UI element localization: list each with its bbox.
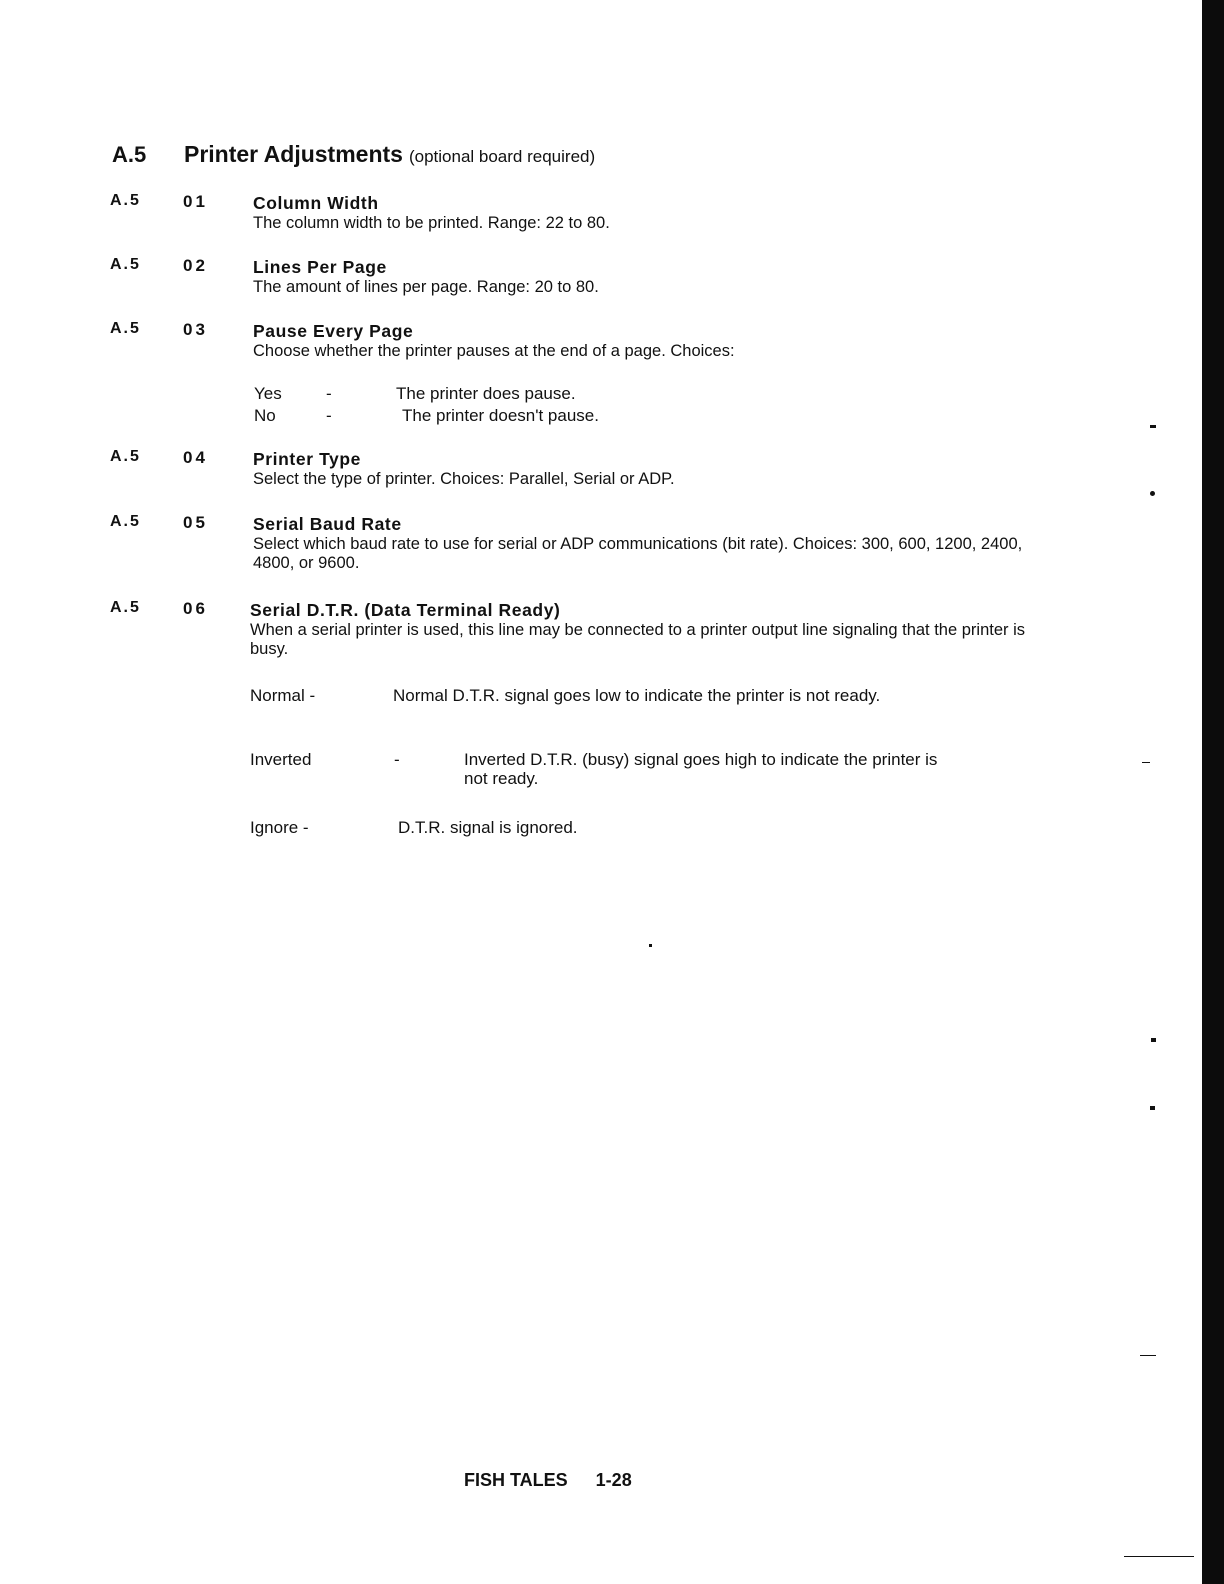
entry-name: Serial Baud Rate [253,514,402,534]
section-heading [112,141,595,168]
choice-label: Ignore - [250,818,309,837]
entry-section: A.5 [110,320,141,337]
choice-label: Inverted [250,750,312,769]
entry-section: A.5 [110,448,141,465]
section-number: A.5 [112,142,147,167]
choice-text: D.T.R. signal is ignored. [398,818,578,837]
choice-text: The printer does pause. [396,384,576,403]
choice-text: Normal D.T.R. signal goes low to indicate the printer is not ready. [393,686,881,705]
entry-name: Serial D.T.R. (Data Terminal Ready) [250,600,561,620]
entry-name: Pause Every Page [253,321,414,341]
choice-dash: - [326,384,332,403]
entry-description: When a serial printer is used, this line may be connected to a printer output line signaling that the printer is busy. [250,621,1026,658]
choice-dash: - [394,750,400,769]
entry-description: Select which baud rate to use for serial or ADP communications (bit rate). Choices: 300, 600, 1200, 2400, 4800, or 9600. [253,535,1023,572]
scan-speck [1151,1038,1156,1042]
choice-row [250,686,950,730]
choice-label: Normal - [250,686,316,705]
entry-name: Lines Per Page [253,257,387,277]
scan-speck [1140,1355,1156,1356]
choice-row [250,818,950,838]
entry-code: 06 [183,599,208,618]
entry-section: A.5 [110,599,141,616]
choice-row [250,750,970,794]
footer-title: FISH TALES [464,1470,568,1490]
entry-description: Choose whether the printer pauses at the end of a page. Choices: [253,342,735,360]
choice-label: No [254,406,276,425]
entry-description: The amount of lines per page. Range: 20 to 80. [253,278,599,296]
scan-speck [649,944,652,947]
entry-description: The column width to be printed. Range: 22 to 80. [253,214,610,232]
entry-name: Column Width [253,193,379,213]
entry-section: A.5 [110,192,141,209]
section-note: (optional board required) [408,147,596,166]
choice-label: Yes [254,384,282,403]
page-footer [464,1470,632,1491]
entry-code: 01 [183,192,208,211]
choice-text: The printer doesn't pause. [402,406,599,425]
entry-code: 03 [183,320,208,339]
scan-speck [1150,1106,1155,1110]
entry-code: 05 [183,513,208,532]
entry-section: A.5 [110,256,141,273]
scan-speck [1124,1556,1194,1557]
choice-row [254,406,954,426]
page-number: 1-28 [595,1470,632,1490]
scan-speck [1150,425,1156,428]
entry-description: Select the type of printer. Choices: Parallel, Serial or ADP. [253,470,675,488]
scan-speck [1142,762,1150,763]
choice-row [254,384,954,404]
entry-code: 04 [183,448,208,467]
choice-dash: - [326,406,332,425]
entry-section: A.5 [110,513,141,530]
entry-name: Printer Type [253,449,362,469]
section-title: Printer Adjustments [184,141,403,167]
scan-speck [1150,491,1155,496]
entry-code: 02 [183,256,208,275]
scan-page-edge [1202,0,1224,1584]
choice-text: Inverted D.T.R. (busy) signal goes high to indicate the printer is not ready. [464,750,938,788]
